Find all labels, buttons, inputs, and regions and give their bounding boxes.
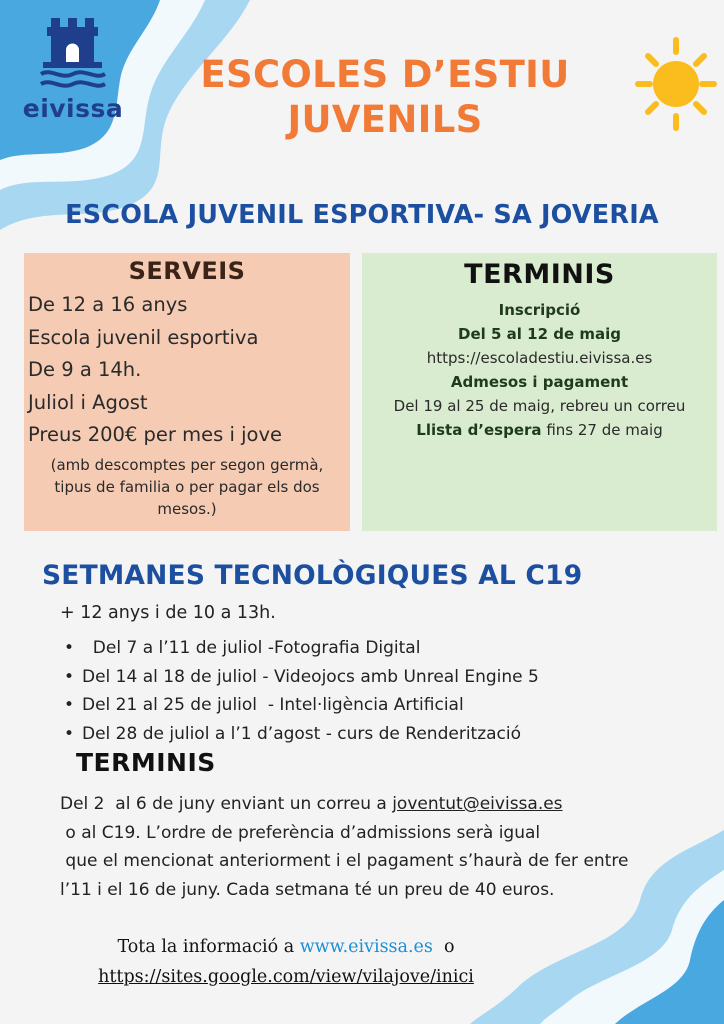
terminis-line3: que el mencionat anteriorment i el pagament s’haurà de fer entre bbox=[60, 851, 629, 871]
footer-pre: Tota la informació a bbox=[117, 937, 300, 957]
bullet: • bbox=[64, 723, 75, 744]
serveis-list bbox=[28, 289, 350, 452]
list-item: Preus 200€ per mes i jove bbox=[28, 423, 282, 446]
tech-list bbox=[64, 634, 539, 748]
footer-web-link[interactable]: www.eivissa.es bbox=[299, 937, 433, 957]
list-item bbox=[64, 663, 539, 692]
eivissa-logo bbox=[18, 14, 128, 123]
espera-label: Llista d’espera bbox=[416, 421, 542, 439]
list-item: De 9 a 14h. bbox=[28, 358, 142, 381]
espera-text: fins 27 de maig bbox=[541, 421, 663, 439]
bullet: • bbox=[64, 695, 75, 715]
footer bbox=[56, 932, 516, 992]
email-link[interactable]: joventut@eivissa.es bbox=[392, 794, 563, 814]
footer-post: o bbox=[432, 937, 455, 957]
terminis-line4: l’11 i el 16 de juny. Cada setmana té un preu de 40 euros. bbox=[60, 879, 555, 900]
terminis-title: TERMINIS bbox=[464, 259, 615, 290]
admesos-label: Admesos i pagament bbox=[450, 373, 629, 391]
list-item bbox=[64, 720, 539, 749]
list-item: Juliol i Agost bbox=[28, 390, 148, 414]
serveis-panel bbox=[24, 253, 350, 531]
main-title bbox=[150, 52, 620, 142]
list-item-text: Del 7 a l’11 de juliol -Fotografia Digital bbox=[82, 638, 421, 658]
list-item: De 12 a 16 anys bbox=[28, 293, 188, 316]
serveis-title: SERVEIS bbox=[128, 257, 246, 285]
tech-terminis-text bbox=[60, 790, 700, 904]
terminis-panel bbox=[362, 253, 717, 531]
admesos-text: Del 19 al 25 de maig, rebreu un correu bbox=[393, 397, 686, 415]
list-item bbox=[64, 691, 539, 720]
esportiva-title: ESCOLA JUVENIL ESPORTIVA- SA JOVERIA bbox=[65, 200, 659, 230]
inscripcio-label: Inscripció bbox=[498, 301, 581, 319]
serveis-note: (amb descomptes per segon germà, tipus de familia o per pagar els dos mesos.) bbox=[50, 455, 324, 518]
terminis-line2: o al C19. L’ordre de preferència d’admissions serà igual bbox=[60, 822, 541, 843]
sun-icon bbox=[632, 36, 720, 132]
list-item bbox=[64, 634, 539, 663]
bullet: • bbox=[64, 638, 75, 658]
main-title-line1: ESCOLES D’ESTIU bbox=[200, 53, 570, 96]
tech-terminis-title: TERMINIS bbox=[76, 748, 216, 777]
castle-logo-icon bbox=[37, 14, 109, 92]
list-item-text: Del 28 de juliol a l’1 d’agost - curs de Renderització bbox=[82, 723, 522, 744]
main-title-line2: JUVENILS bbox=[287, 98, 483, 141]
tech-intro: + 12 anys i de 10 a 13h. bbox=[60, 603, 276, 623]
inscripcio-url[interactable]: https://escoladestiu.eivissa.es bbox=[426, 349, 653, 367]
tech-title: SETMANES TECNOLÒGIQUES AL C19 bbox=[42, 560, 583, 591]
list-item-text: Del 21 al 25 de juliol - Intel·ligència Artificial bbox=[82, 695, 464, 715]
list-item-text: Del 14 al 18 de juliol - Videojocs amb Unreal Engine 5 bbox=[82, 666, 539, 687]
bullet: • bbox=[64, 666, 75, 687]
inscripcio-dates: Del 5 al 12 de maig bbox=[458, 325, 621, 343]
list-item: Escola juvenil esportiva bbox=[28, 325, 259, 349]
logo-text: eivissa bbox=[22, 94, 124, 123]
footer-site-link[interactable]: https://sites.google.com/view/vilajove/inici bbox=[98, 967, 474, 987]
terminis-line1: Del 2 al 6 de juny enviant un correu a bbox=[60, 794, 393, 814]
